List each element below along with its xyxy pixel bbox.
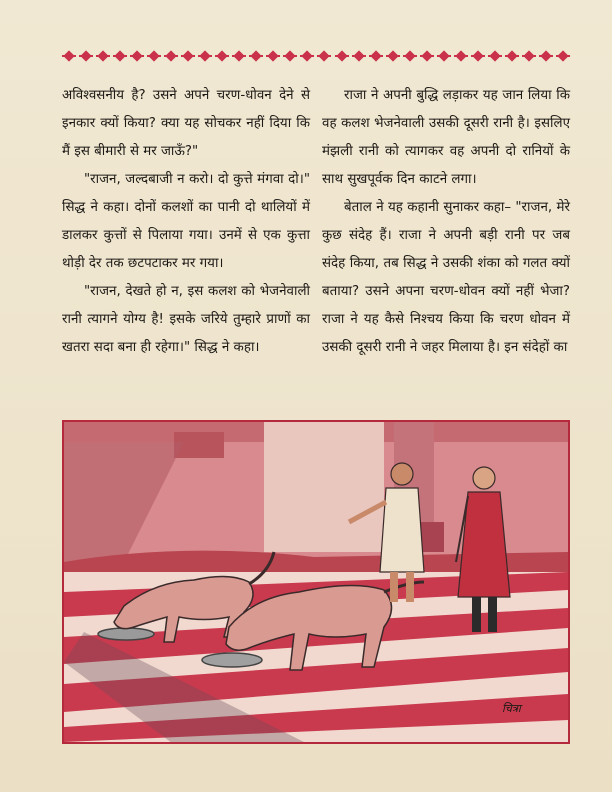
border-ornament <box>164 49 178 63</box>
right-text-column <box>322 82 570 362</box>
border-ornament <box>130 49 144 63</box>
border-ornament <box>62 49 76 63</box>
border-ornament <box>454 49 468 63</box>
illustration-scene <box>64 422 568 742</box>
border-ornament <box>249 49 263 63</box>
border-ornament <box>147 49 161 63</box>
border-ornament <box>369 49 383 63</box>
artist-signature: चित्रा <box>502 702 521 715</box>
border-ornament <box>556 49 570 63</box>
border-ornament <box>471 49 485 63</box>
border-ornament <box>403 49 417 63</box>
right-paragraph-2: बेताल ने यह कहानी सुनाकर कहा– "राजन, मेरे कुछ संदेह हैं। राजा ने अपनी बड़ी रानी पर जब संदेह किया, तब सिद्ध ने उसकी शंका को गलत क्यों बताया? उसने अपना चरण-धोवन क्यों नहीं भेजा? राजा ने यह कैसे निश्चय किया कि चरण धोवन में उसकी दूसरी रानी ने जहर मिलाया है। इन संदेहों का <box>322 200 570 355</box>
border-ornament <box>283 49 297 63</box>
left-paragraph-2: "राजन, जल्दबाजी न करो। दो कुत्ते मंगवा दो।" सिद्ध ने कहा। दोनों कलशों का पानी दो थालियों में डालकर कुत्तों से पिलाया गया। उनमें से एक कुत्ता थोड़ी देर तक छटपटाकर मर गया। <box>62 172 310 271</box>
border-ornament <box>113 49 127 63</box>
left-paragraph-1: अविश्वसनीय है? उसने अपने चरण-धोवन देने से इनकार क्यों किया? क्या यह सोचकर नहीं दिया कि मैं इस बीमारी से मर जाऊँ?" <box>62 88 310 159</box>
left-text-column <box>62 82 310 362</box>
border-ornament <box>386 49 400 63</box>
border-ornament <box>300 49 314 63</box>
doorway <box>264 422 384 552</box>
border-ornament <box>505 49 519 63</box>
border-ornament <box>79 49 93 63</box>
border-ornament <box>488 49 502 63</box>
border-ornament <box>539 49 553 63</box>
decorative-border-strip <box>62 46 570 66</box>
border-ornament <box>317 49 331 63</box>
border-ornament <box>437 49 451 63</box>
bowl-right <box>202 653 262 667</box>
right-paragraph-1: राजा ने अपनी बुद्धि लड़ाकर यह जान लिया कि वह कलश भेजनेवाली उसकी दूसरी रानी है। इसलिए मंझली रानी को त्यागकर वह अपनी दो रानियों के साथ सुखपूर्वक दिन काटने लगा। <box>322 88 570 187</box>
border-ornament <box>522 49 536 63</box>
border-ornament <box>215 49 229 63</box>
story-illustration <box>62 420 570 744</box>
border-ornament <box>352 49 366 63</box>
border-ornament <box>181 49 195 63</box>
border-ornament <box>198 49 212 63</box>
left-paragraph-3: "राजन, देखते हो न, इस कलश को भेजनेवाली रानी त्यागने योग्य है! इसके जरिये तुम्हारे प्राणों का खतरा सदा बना ही रहेगा।" सिद्ध ने कहा। <box>62 284 310 355</box>
border-ornament <box>232 49 246 63</box>
bowl-left <box>98 628 154 640</box>
border-ornament <box>335 49 349 63</box>
border-ornament <box>266 49 280 63</box>
border-ornament <box>96 49 110 63</box>
border-ornament <box>420 49 434 63</box>
